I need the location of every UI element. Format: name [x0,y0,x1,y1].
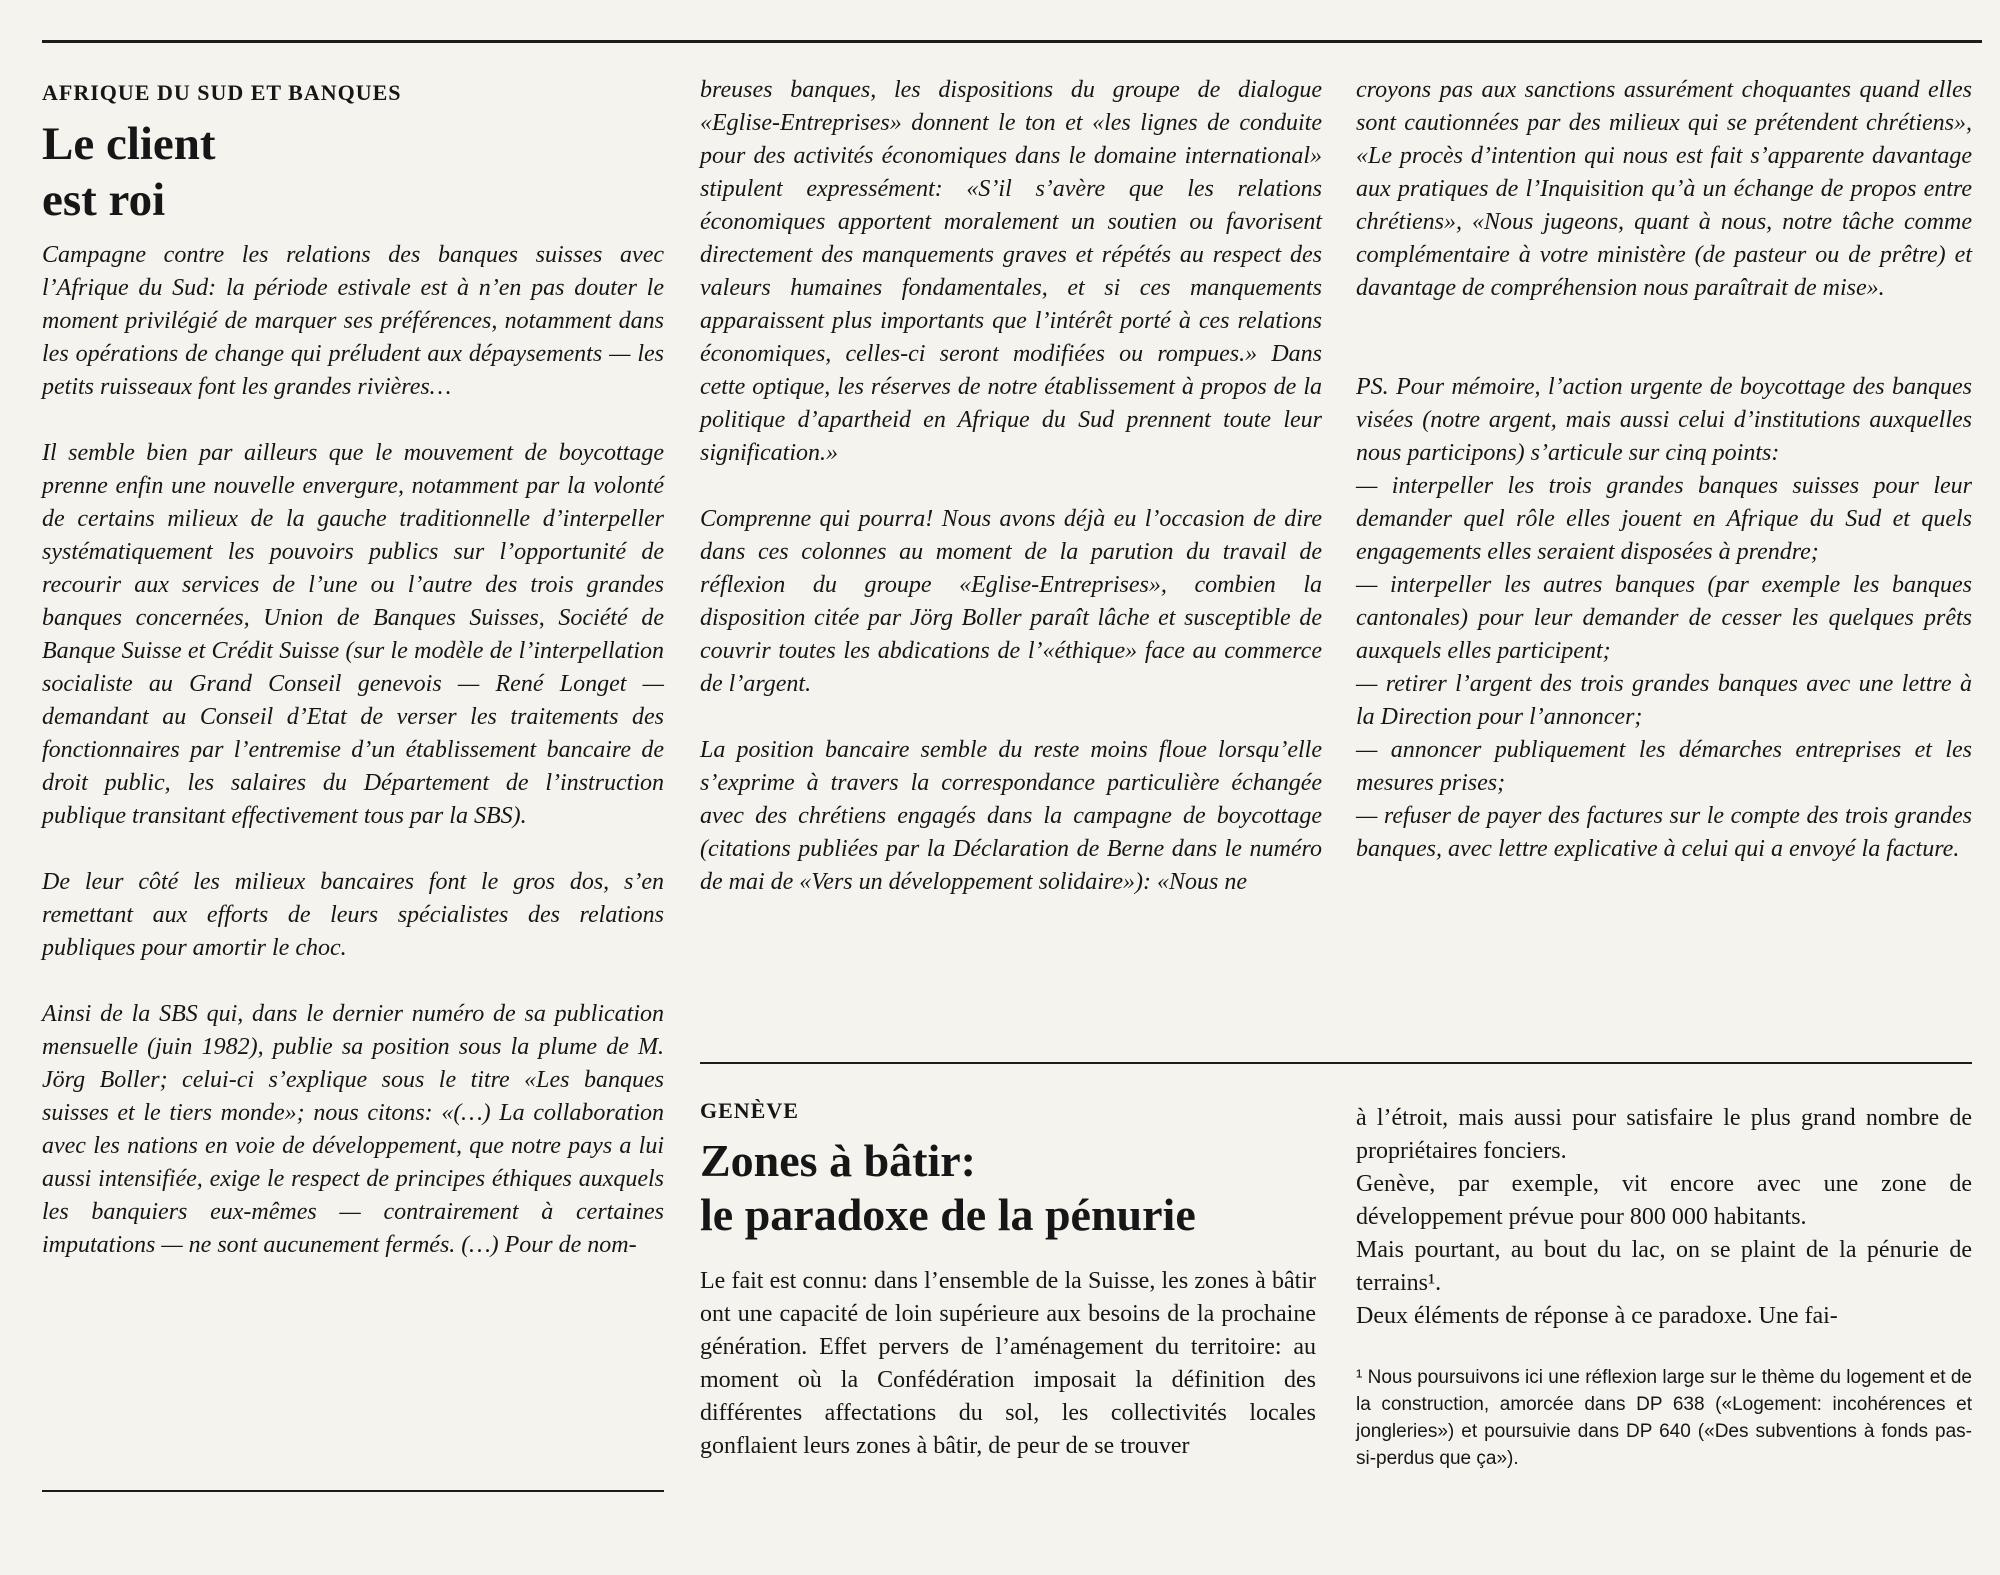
article1-ps-item-2: — interpeller les autres banques (par exemple les banques cantonales) pour leur demander de cesser les quelques prêts auxquels elles participent; [1356,572,1972,664]
article2-headline [700,1134,1196,1242]
article2-col3-paragraph-3: Mais pourtant, au bout du lac, on se plaint de la pénurie de terrains¹. [1356,1237,1972,1296]
article1-column-3 [1356,74,1972,866]
article1-ps-block [1356,371,1972,866]
article1-col1-paragraph-2: Il semble bien par ailleurs que le mouvement de boycottage prenne enfin une nouvelle envergure, notamment par la volonté de certains milieux de la gauche traditionnelle d’interpeller systématiquement les pouvoirs publics sur l’opportunité de recourir aux services de l’une ou l’autre des trois grandes banques concernées, Union de Banques Suisses, Société de Banque Suisse et Crédit Suisse (sur le modèle de l’interpellation socialiste au Grand Conseil genevois — René Longet — demandant au Conseil d’Etat de verser les traitements des fonctionnaires par l’entremise d’un établissement bancaire de droit public, les salaires du Département de l’instruction publique transitant effectivement tous par la SBS). [42,440,664,829]
article2-footnote: ¹ Nous poursuivons ici une réflexion large sur le thème du logement et de la construction, amorcée dans DP 638 («Logement: incohérences et jongleries») et poursuivie dans DP 640 («Des subventions à fonds pas-si-perdus que ça»). [1356,1367,1972,1469]
article1-column-2 [700,74,1322,899]
article2-column-2 [700,1265,1316,1463]
article1-headline-line1: Le client [42,118,216,170]
article-divider-rule [700,1062,1972,1064]
article2-kicker: GENÈVE [700,1098,799,1123]
article1-column-1 [42,239,664,1262]
article1-kicker: AFRIQUE DU SUD ET BANQUES [42,80,402,105]
article1-col2-paragraph-2: Comprenne qui pourra! Nous avons déjà eu l’occasion de dire dans ces colonnes au moment de la parution du travail de réflexion du groupe «Eglise-Entreprises», combien la disposition citée par Jörg Boller paraît lâche et susceptible de couvrir toutes les abdications de l’«éthique» face au commerce de l’argent. [700,506,1322,697]
article1-ps-intro: PS. Pour mémoire, l’action urgente de boycottage des banques visées (notre argent, mais aussi celui d’institutions auxquelles nous participons) s’articule sur cinq points: [1356,374,1972,466]
column1-bottom-rule [42,1490,664,1492]
article1-col1-paragraph-4: Ainsi de la SBS qui, dans le dernier numéro de sa publication mensuelle (juin 1982), publie sa position sous la plume de M. Jörg Boller; celui-ci s’explique sous le titre «Les banques suisses et le tiers monde»; nous citons: «(…) La collaboration avec les nations en voie de développement, que notre pays a lui aussi intensifiée, exige le respect de principes éthiques auxquels les banquiers eux-mêmes — contrairement à certaines imputations — ne sont aucunement fermés. (…) Pour de nom- [42,1001,664,1258]
article2-headline-line1: Zones à bâtir: [700,1135,976,1186]
article1-col2-paragraph-3: La position bancaire semble du reste moins floue lorsqu’elle s’exprime à travers la correspondance particulière échangée avec des chrétiens engagés dans la campagne de boycottage (citations publiées par la Déclaration de Berne dans le numéro de mai de «Vers un développement solidaire»): «Nous ne [700,737,1322,895]
article2-col2-paragraph: Le fait est connu: dans l’ensemble de la Suisse, les zones à bâtir ont une capacité de loin supérieure aux besoins de la prochaine génération. Effet pervers de l’aménagement du territoire: au moment où la Confédération imposait la définition des différentes affectations du sol, les collectivités locales gonflaient leurs zones à bâtir, de peur de se trouver [700,1268,1316,1459]
article2-col3-paragraph-2: Genève, par exemple, vit encore avec une zone de développement prévue pour 800 000 habitants. [1356,1171,1972,1230]
top-rule [42,40,1982,43]
article1-ps-item-5: — refuser de payer des factures sur le compte des trois grandes banques, avec lettre explicative à celui qui a envoyé la facture. [1356,803,1972,862]
article1-col1-paragraph-3: De leur côté les milieux bancaires font le gros dos, s’en remettant aux efforts de leurs spécialistes des relations publiques pour amortir le choc. [42,869,664,961]
article2-col3-paragraph-4: Deux éléments de réponse à ce paradoxe. Une fai- [1356,1303,1838,1329]
article2-headline-line2: le paradoxe de la pénurie [700,1189,1196,1240]
article1-ps-item-3: — retirer l’argent des trois grandes banques avec une lettre à la Direction pour l’annoncer; [1356,671,1972,730]
article1-col1-paragraph-1: Campagne contre les relations des banques suisses avec l’Afrique du Sud: la période estivale est à n’en pas douter le moment privilégié de marquer ses préférences, notamment dans les opérations de change qui préludent aux dépaysements — les petits ruisseaux font les grandes rivières… [42,242,664,400]
article2-col3-paragraph-1: à l’étroit, mais aussi pour satisfaire le plus grand nombre de propriétaires fonciers. [1356,1105,1972,1164]
article1-headline-line2: est roi [42,174,166,226]
article2-column-3 [1356,1102,1972,1333]
article1-col3-paragraph: croyons pas aux sanctions assurément choquantes quand elles sont cautionnées par des milieux qui se prétendent chrétiens», «Le procès d’intention qui nous est fait s’apparente davantage aux pratiques de l’Inquisition qu’à un échange de propos entre chrétiens», «Nous jugeons, quant à nous, notre tâche comme complémentaire à votre ministère (de pasteur ou de prêtre) et davantage de compréhension nous paraîtrait de mise». [1356,77,1972,301]
article1-ps-item-1: — interpeller les trois grandes banques suisses pour leur demander quel rôle elles jouent en Afrique du Sud et quels engagements elles seraient disposées à prendre; [1356,473,1972,565]
article1-col2-paragraph-1: breuses banques, les dispositions du groupe de dialogue «Eglise-Entreprises» donnent le ton et «les lignes de conduite pour des activités économiques dans le domaine international» stipulent expressément: «S’il s’avère que les relations économiques apportent moralement un soutien ou favorisent directement des manquements graves et répétés au respect des valeurs humaines fondamentales, et si ces manquements apparaissent plus importants que l’intérêt porté à ces relations économiques, celles-ci seront modifiées ou rompues.» Dans cette optique, les réserves de notre établissement à propos de la politique d’apartheid en Afrique du Sud prennent toute leur signification.» [700,77,1322,466]
article1-ps-item-4: — annoncer publiquement les démarches entreprises et les mesures prises; [1356,737,1972,796]
article1-headline [42,116,216,228]
